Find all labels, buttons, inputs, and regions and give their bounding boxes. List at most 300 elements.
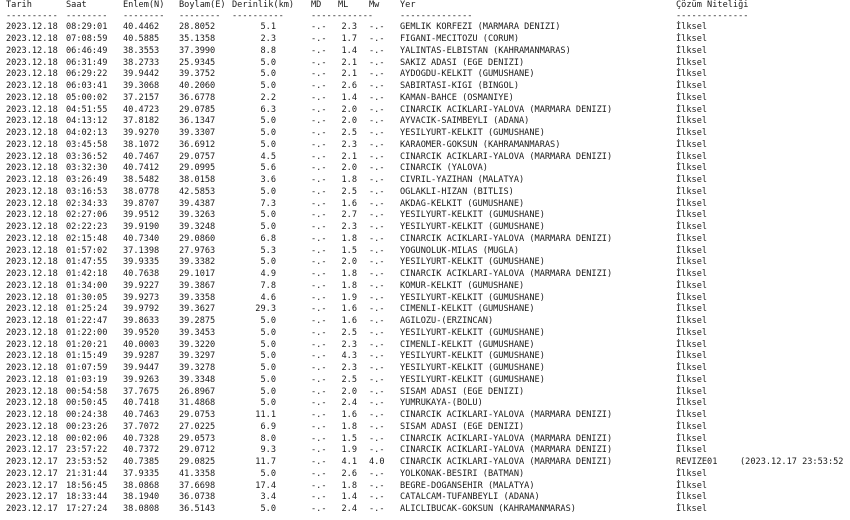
latitude-cell: 38.0868 (123, 480, 160, 491)
time-cell: 06:31:49 (66, 57, 108, 68)
latitude-cell: 39.9190 (123, 222, 160, 233)
longitude-cell: 36.0738 (179, 492, 216, 503)
quality-cell: İlksel (676, 233, 708, 244)
ml-cell: 2.3 (341, 222, 357, 233)
mw-cell: -.- (369, 139, 385, 150)
quality-cell: İlksel (676, 198, 708, 209)
time-cell: 01:25:24 (66, 304, 108, 315)
longitude-cell: 39.3220 (179, 339, 216, 350)
latitude-cell: 38.1940 (123, 492, 160, 503)
longitude-cell: 39.2875 (179, 316, 216, 327)
latitude-cell: 40.4723 (123, 104, 160, 115)
depth-cell: 5.0 (260, 116, 276, 127)
latitude-cell: 39.3068 (123, 81, 160, 92)
md-cell: -.- (311, 210, 327, 221)
latitude-cell: 40.7328 (123, 433, 160, 444)
depth-cell: 5.6 (260, 163, 276, 174)
quality-cell: İlksel (676, 292, 708, 303)
quality-cell: İlksel (676, 421, 708, 432)
depth-cell: 4.9 (260, 269, 276, 280)
longitude-cell: 29.0757 (179, 151, 216, 162)
location-cell: CINARCIK ACIKLARI-YALOVA (MARMARA DENIZI) (400, 269, 613, 280)
time-cell: 01:30:05 (66, 292, 108, 303)
depth-cell: 5.0 (260, 222, 276, 233)
mw-cell: -.- (369, 374, 385, 385)
location-cell: YESILYURT-KELKIT (GUMUSHANE) (400, 257, 545, 268)
quality-cell: İlksel (676, 69, 708, 80)
ml-cell: 2.6 (341, 81, 357, 92)
ml-cell: 1.8 (341, 269, 357, 280)
separator-latitude: -------- (123, 11, 165, 21)
latitude-cell: 38.0808 (123, 504, 160, 515)
md-cell: -.- (311, 398, 327, 409)
time-cell: 01:07:59 (66, 363, 108, 374)
header-ml: ML (338, 0, 349, 10)
date-cell: 2023.12.17 (6, 480, 58, 491)
quality-cell: İlksel (676, 504, 708, 515)
quality-cell: İlksel (676, 222, 708, 233)
longitude-cell: 39.3297 (179, 351, 216, 362)
depth-cell: 5.0 (260, 316, 276, 327)
mw-cell: -.- (369, 504, 385, 515)
latitude-cell: 38.1072 (123, 139, 160, 150)
location-cell: YOLKONAK-BESIRI (BATMAN) (400, 468, 525, 479)
date-cell: 2023.12.17 (6, 457, 58, 468)
mw-cell: -.- (369, 233, 385, 244)
date-cell: 2023.12.18 (6, 363, 58, 374)
md-cell: -.- (311, 139, 327, 150)
ml-cell: 1.4 (341, 92, 357, 103)
date-cell: 2023.12.18 (6, 222, 58, 233)
quality-cell: İlksel (676, 468, 708, 479)
location-cell: CINARCIK ACIKLARI-YALOVA (MARMARA DENIZI) (400, 433, 613, 444)
longitude-cell: 36.6912 (179, 139, 216, 150)
date-cell: 2023.12.18 (6, 139, 58, 150)
longitude-cell: 41.3358 (179, 468, 216, 479)
md-cell: -.- (311, 269, 327, 280)
mw-cell: -.- (369, 421, 385, 432)
depth-cell: 4.5 (260, 151, 276, 162)
time-cell: 04:02:13 (66, 128, 108, 139)
mw-cell: -.- (369, 34, 385, 45)
mw-cell: -.- (369, 104, 385, 115)
time-cell: 01:20:21 (66, 339, 108, 350)
latitude-cell: 38.2733 (123, 57, 160, 68)
quality-cell: İlksel (676, 410, 708, 421)
ml-cell: 2.1 (341, 69, 357, 80)
latitude-cell: 39.9792 (123, 304, 160, 315)
time-cell: 03:45:58 (66, 139, 108, 150)
latitude-cell: 40.7638 (123, 269, 160, 280)
time-cell: 00:54:58 (66, 386, 108, 397)
longitude-cell: 29.0860 (179, 233, 216, 244)
md-cell: -.- (311, 186, 327, 197)
time-cell: 01:22:47 (66, 316, 108, 327)
longitude-cell: 39.3867 (179, 280, 216, 291)
date-cell: 2023.12.18 (6, 116, 58, 127)
header-md: MD (311, 0, 322, 10)
date-cell: 2023.12.18 (6, 57, 58, 68)
time-cell: 01:42:18 (66, 269, 108, 280)
md-cell: -.- (311, 233, 327, 244)
mw-cell: -.- (369, 468, 385, 479)
date-cell: 2023.12.18 (6, 269, 58, 280)
mw-cell: -.- (369, 69, 385, 80)
date-cell: 2023.12.18 (6, 245, 58, 256)
date-cell: 2023.12.18 (6, 92, 58, 103)
date-cell: 2023.12.18 (6, 398, 58, 409)
md-cell: -.- (311, 280, 327, 291)
location-cell: SISAM ADASI (EGE DENIZI) (400, 386, 525, 397)
depth-cell: 5.3 (260, 245, 276, 256)
location-cell: CINARCIK (YALOVA) (400, 163, 488, 174)
location-cell: FIGANI-MECITOZU (CORUM) (400, 34, 519, 45)
time-cell: 17:27:24 (66, 504, 108, 515)
mw-cell: -.- (369, 398, 385, 409)
header-location: Yer (400, 0, 416, 10)
depth-cell: 5.0 (260, 57, 276, 68)
md-cell: -.- (311, 339, 327, 350)
md-cell: -.- (311, 351, 327, 362)
mw-cell: -.- (369, 175, 385, 186)
latitude-cell: 37.2157 (123, 92, 160, 103)
md-cell: -.- (311, 163, 327, 174)
longitude-cell: 27.9763 (179, 245, 216, 256)
quality-cell: İlksel (676, 492, 708, 503)
depth-cell: 5.0 (260, 139, 276, 150)
longitude-cell: 39.3382 (179, 257, 216, 268)
date-cell: 2023.12.18 (6, 233, 58, 244)
latitude-cell: 39.8633 (123, 316, 160, 327)
ml-cell: 2.3 (341, 339, 357, 350)
md-cell: -.- (311, 128, 327, 139)
latitude-cell: 39.9512 (123, 210, 160, 221)
location-cell: KOMUR-KELKIT (GUMUSHANE) (400, 280, 525, 291)
quality-cell: İlksel (676, 339, 708, 350)
date-cell: 2023.12.18 (6, 69, 58, 80)
location-cell: ALICLIBUCAK-GOKSUN (KAHRAMANMARAS) (400, 504, 576, 515)
depth-cell: 5.0 (260, 386, 276, 397)
depth-cell: 17.4 (255, 480, 276, 491)
location-cell: KARAOMER-GOKSUN (KAHRAMANMARAS) (400, 139, 561, 150)
md-cell: -.- (311, 445, 327, 456)
depth-cell: 11.1 (255, 410, 276, 421)
latitude-cell: 39.9273 (123, 292, 160, 303)
date-cell: 2023.12.17 (6, 504, 58, 515)
depth-cell: 5.0 (260, 210, 276, 221)
ml-cell: 2.5 (341, 327, 357, 338)
ml-cell: 2.5 (341, 374, 357, 385)
ml-cell: 4.1 (341, 457, 357, 468)
quality-cell: İlksel (676, 175, 708, 186)
location-cell: YALINTAS-ELBISTAN (KAHRAMANMARAS) (400, 45, 571, 56)
location-cell: CINARCIK ACIKLARI-YALOVA (MARMARA DENIZI) (400, 410, 613, 421)
separator-location: -------------- (400, 11, 473, 21)
ml-cell: 2.7 (341, 210, 357, 221)
date-cell: 2023.12.18 (6, 280, 58, 291)
time-cell: 08:29:01 (66, 22, 108, 33)
longitude-cell: 40.2060 (179, 81, 216, 92)
quality-cell: İlksel (676, 351, 708, 362)
longitude-cell: 31.4868 (179, 398, 216, 409)
separator-longitude: -------- (179, 11, 221, 21)
time-cell: 03:36:52 (66, 151, 108, 162)
time-cell: 18:56:45 (66, 480, 108, 491)
longitude-cell: 36.5143 (179, 504, 216, 515)
depth-cell: 5.0 (260, 363, 276, 374)
mw-cell: -.- (369, 245, 385, 256)
longitude-cell: 39.4387 (179, 198, 216, 209)
md-cell: -.- (311, 316, 327, 327)
ml-cell: 1.6 (341, 304, 357, 315)
quality-cell: İlksel (676, 257, 708, 268)
depth-cell: 5.0 (260, 327, 276, 338)
md-cell: -.- (311, 410, 327, 421)
md-cell: -.- (311, 22, 327, 33)
date-cell: 2023.12.18 (6, 316, 58, 327)
ml-cell: 1.9 (341, 292, 357, 303)
location-cell: YESILYURT-KELKIT (GUMUSHANE) (400, 363, 545, 374)
depth-cell: 5.0 (260, 468, 276, 479)
ml-cell: 2.3 (341, 139, 357, 150)
depth-cell: 5.0 (260, 374, 276, 385)
location-cell: CIMENLI-KELKIT (GUMUSHANE) (400, 339, 535, 350)
mw-cell: -.- (369, 198, 385, 209)
time-cell: 00:50:45 (66, 398, 108, 409)
md-cell: -.- (311, 292, 327, 303)
date-cell: 2023.12.17 (6, 492, 58, 503)
depth-cell: 7.3 (260, 198, 276, 209)
md-cell: -.- (311, 198, 327, 209)
header-depth: Derinlik(km) (232, 0, 295, 10)
depth-cell: 8.0 (260, 433, 276, 444)
md-cell: -.- (311, 421, 327, 432)
separator-magnitudes: ------------ (311, 11, 374, 21)
longitude-cell: 39.3453 (179, 327, 216, 338)
longitude-cell: 29.0573 (179, 433, 216, 444)
time-cell: 00:02:06 (66, 433, 108, 444)
ml-cell: 1.8 (341, 175, 357, 186)
ml-cell: 2.0 (341, 386, 357, 397)
time-cell: 01:34:00 (66, 280, 108, 291)
latitude-cell: 37.8182 (123, 116, 160, 127)
date-cell: 2023.12.18 (6, 104, 58, 115)
time-cell: 07:08:59 (66, 34, 108, 45)
location-cell: CATALCAM-TUFANBEYLI (ADANA) (400, 492, 540, 503)
quality-cell: İlksel (676, 245, 708, 256)
quality-cell: İlksel (676, 327, 708, 338)
longitude-cell: 29.0995 (179, 163, 216, 174)
ml-cell: 1.8 (341, 233, 357, 244)
time-cell: 01:47:55 (66, 257, 108, 268)
date-cell: 2023.12.18 (6, 151, 58, 162)
md-cell: -.- (311, 304, 327, 315)
longitude-cell: 39.3307 (179, 128, 216, 139)
time-cell: 23:57:22 (66, 445, 108, 456)
quality-cell: İlksel (676, 81, 708, 92)
date-cell: 2023.12.18 (6, 210, 58, 221)
location-cell: AKDAG-KELKIT (GUMUSHANE) (400, 198, 525, 209)
ml-cell: 2.4 (341, 504, 357, 515)
date-cell: 2023.12.18 (6, 292, 58, 303)
date-cell: 2023.12.18 (6, 128, 58, 139)
date-cell: 2023.12.18 (6, 327, 58, 338)
date-cell: 2023.12.18 (6, 163, 58, 174)
time-cell: 00:23:26 (66, 421, 108, 432)
depth-cell: 5.0 (260, 128, 276, 139)
time-cell: 03:16:53 (66, 186, 108, 197)
ml-cell: 2.0 (341, 257, 357, 268)
quality-cell: İlksel (676, 163, 708, 174)
depth-cell: 6.8 (260, 233, 276, 244)
time-cell: 00:24:38 (66, 410, 108, 421)
depth-cell: 5.0 (260, 186, 276, 197)
md-cell: -.- (311, 34, 327, 45)
mw-cell: -.- (369, 410, 385, 421)
ml-cell: 2.0 (341, 163, 357, 174)
time-cell: 01:57:02 (66, 245, 108, 256)
separator-quality: -------------- (676, 11, 749, 21)
depth-cell: 5.0 (260, 504, 276, 515)
latitude-cell: 39.9442 (123, 69, 160, 80)
time-cell: 01:03:19 (66, 374, 108, 385)
longitude-cell: 25.9345 (179, 57, 216, 68)
quality-cell: İlksel (676, 116, 708, 127)
ml-cell: 2.1 (341, 151, 357, 162)
separator-time: -------- (66, 11, 108, 21)
longitude-cell: 26.8967 (179, 386, 216, 397)
mw-cell: -.- (369, 339, 385, 350)
location-cell: YESILYURT-KELKIT (GUMUSHANE) (400, 210, 545, 221)
md-cell: -.- (311, 104, 327, 115)
latitude-cell: 40.7385 (123, 457, 160, 468)
quality-cell: İlksel (676, 92, 708, 103)
time-cell: 01:15:49 (66, 351, 108, 362)
longitude-cell: 37.3990 (179, 45, 216, 56)
latitude-cell: 40.5885 (123, 34, 160, 45)
time-cell: 03:26:49 (66, 175, 108, 186)
depth-cell: 3.4 (260, 492, 276, 503)
quality-cell: İlksel (676, 128, 708, 139)
md-cell: -.- (311, 116, 327, 127)
latitude-cell: 38.0778 (123, 186, 160, 197)
time-cell: 02:22:23 (66, 222, 108, 233)
depth-cell: 5.0 (260, 351, 276, 362)
longitude-cell: 29.0825 (179, 457, 216, 468)
quality-cell: İlksel (676, 280, 708, 291)
md-cell: -.- (311, 81, 327, 92)
depth-cell: 11.7 (255, 457, 276, 468)
depth-cell: 6.9 (260, 421, 276, 432)
quality-cell: İlksel (676, 316, 708, 327)
header-date: Tarih (6, 0, 32, 10)
ml-cell: 2.4 (341, 398, 357, 409)
longitude-cell: 29.0712 (179, 445, 216, 456)
latitude-cell: 37.1398 (123, 245, 160, 256)
depth-cell: 2.2 (260, 92, 276, 103)
quality-cell: İlksel (676, 304, 708, 315)
depth-cell: 2.3 (260, 34, 276, 45)
md-cell: -.- (311, 457, 327, 468)
latitude-cell: 39.9520 (123, 327, 160, 338)
mw-cell: -.- (369, 316, 385, 327)
depth-cell: 4.6 (260, 292, 276, 303)
longitude-cell: 28.8052 (179, 22, 216, 33)
mw-cell: -.- (369, 280, 385, 291)
time-cell: 05:00:02 (66, 92, 108, 103)
latitude-cell: 37.7072 (123, 421, 160, 432)
mw-cell: -.- (369, 269, 385, 280)
quality-cell: İlksel (676, 374, 708, 385)
latitude-cell: 39.8707 (123, 198, 160, 209)
mw-cell: -.- (369, 363, 385, 374)
separator-date: ---------- (6, 11, 58, 21)
longitude-cell: 36.6778 (179, 92, 216, 103)
ml-cell: 4.3 (341, 351, 357, 362)
quality-cell: İlksel (676, 210, 708, 221)
ml-cell: 2.0 (341, 104, 357, 115)
longitude-cell: 39.3752 (179, 69, 216, 80)
mw-cell: -.- (369, 128, 385, 139)
ml-cell: 1.4 (341, 492, 357, 503)
md-cell: -.- (311, 433, 327, 444)
mw-cell: -.- (369, 257, 385, 268)
md-cell: -.- (311, 363, 327, 374)
date-cell: 2023.12.17 (6, 468, 58, 479)
md-cell: -.- (311, 45, 327, 56)
date-cell: 2023.12.18 (6, 339, 58, 350)
longitude-cell: 39.3358 (179, 292, 216, 303)
md-cell: -.- (311, 327, 327, 338)
date-cell: 2023.12.18 (6, 257, 58, 268)
latitude-cell: 39.9287 (123, 351, 160, 362)
latitude-cell: 39.9263 (123, 374, 160, 385)
latitude-cell: 38.5482 (123, 175, 160, 186)
quality-cell: REVIZE01 (676, 457, 718, 468)
date-cell: 2023.12.18 (6, 410, 58, 421)
md-cell: -.- (311, 151, 327, 162)
md-cell: -.- (311, 480, 327, 491)
time-cell: 23:53:52 (66, 457, 108, 468)
quality-cell: İlksel (676, 151, 708, 162)
depth-cell: 3.6 (260, 175, 276, 186)
ml-cell: 2.1 (341, 57, 357, 68)
mw-cell: -.- (369, 222, 385, 233)
location-cell: KAMAN-BAHCE (OSMANIYE) (400, 92, 514, 103)
ml-cell: 1.9 (341, 445, 357, 456)
quality-cell: İlksel (676, 22, 708, 33)
ml-cell: 2.5 (341, 128, 357, 139)
mw-cell: -.- (369, 304, 385, 315)
ml-cell: 1.5 (341, 433, 357, 444)
location-cell: YESILYURT-KELKIT (GUMUSHANE) (400, 222, 545, 233)
md-cell: -.- (311, 69, 327, 80)
location-cell: YESILYURT-KELKIT (GUMUSHANE) (400, 128, 545, 139)
mw-cell: -.- (369, 81, 385, 92)
location-cell: YESILYURT-KELKIT (GUMUSHANE) (400, 351, 545, 362)
latitude-cell: 37.7675 (123, 386, 160, 397)
mw-cell: -.- (369, 445, 385, 456)
latitude-cell: 40.7412 (123, 163, 160, 174)
md-cell: -.- (311, 222, 327, 233)
location-cell: AYDOGDU-KELKIT (GUMUSHANE) (400, 69, 535, 80)
location-cell: YESILYURT-KELKIT (GUMUSHANE) (400, 292, 545, 303)
date-cell: 2023.12.18 (6, 386, 58, 397)
ml-cell: 1.4 (341, 45, 357, 56)
location-cell: CINARCIK ACIKLARI-YALOVA (MARMARA DENIZI) (400, 445, 613, 456)
depth-cell: 5.0 (260, 398, 276, 409)
ml-cell: 1.5 (341, 245, 357, 256)
